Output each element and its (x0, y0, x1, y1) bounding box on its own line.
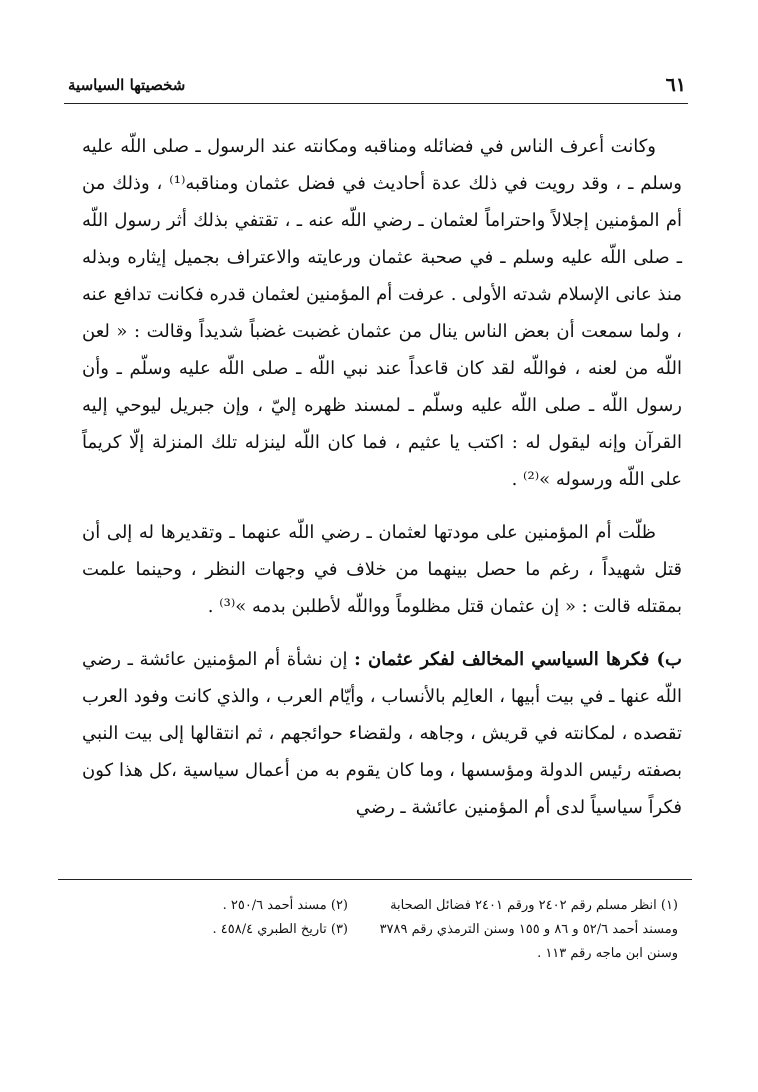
page-header (68, 72, 686, 102)
page-number: ٦١ (665, 74, 686, 96)
paragraph-1: وكانت أعرف الناس في فضائله ومناقبه ومكانته عند الرسول ـ صلى اللّه عليه وسلم ـ ، وقد رويت في ذلك عدة أحاديث في فضل عثمان ومناقبه⁽¹⁾ ، وذلك من أم المؤمنين إجلالاً واحتراماً لعثمان ـ رضي اللّه عنه ـ ، تقتفي بذلك أثر رسول اللّه ـ صلى اللّه عليه وسلم ـ في صحبة عثمان ورعايته والاعتراف بجميل إيثاره وبذله منذ عانى الإسلام شدته الأولى . عرفت أم المؤمنين لعثمان قدره فكانت تدافع عنه ، ولما سمعت أن بعض الناس ينال من عثمان غضبت غضباً شديداً وقالت : « لعن اللّه من لعنه ، فواللّه لقد كان قاعداً عند نبي اللّه ـ صلى اللّه عليه وسلّم ـ وأن رسول اللّه ـ صلى اللّه عليه وسلّم ـ لمسند ظهره إليّ ، وإن جبريل ليوحي إليه القرآن وإنه ليقول له : اكتب يا عثيم ، فما كان اللّه لينزله تلك المنزلة إلّا كريماً على اللّه ورسوله »⁽²⁾ . (82, 136, 682, 490)
footnote-column-left (98, 894, 348, 942)
footnote-rule (58, 879, 692, 880)
footnote-column-right (366, 894, 678, 966)
main-text (82, 128, 682, 826)
running-title: شخصيتها السياسية (68, 76, 186, 94)
footnote-1: (١) انظر مسلم رقم ٢٤٠٢ ورقم ٢٤٠١ فضائل الصحابة ومسند أحمد ٥٢/٦ و ٨٦ و ١٥٥ وسنن الترمذي رقم ٣٧٨٩ وسنن ابن ماجه رقم ١١٣ . (379, 898, 678, 961)
paragraph-section-b (82, 641, 682, 826)
footnote-3: (٣) تاريخ الطبري ٤٥٨/٤ . (212, 922, 348, 937)
section-b-heading: ب) فكرها السياسي المخالف لفكر عثمان : (354, 649, 682, 670)
footnote-2: (٢) مسند أحمد ٢٥٠/٦ . (222, 898, 348, 913)
section-b-text: إن نشأة أم المؤمنين عائشة ـ رضي اللّه عنها ـ في بيت أبيها ، العالِم بالأنساب ، وأيّام العرب ، والذي كانت وفود العرب تقصده ، لمكانته في قريش ، وجاهه ، ولقضاء حوائجهم ، ثم انتقالها إلى بيت النبي بصفته رئيس الدولة ومؤسسها ، وما كان يقوم به من أعمال سياسية ،كل هذا كون فكراً سياسياً لدى أم المؤمنين عائشة ـ رضي (82, 649, 682, 818)
paragraph-2: ظلّت أم المؤمنين على مودتها لعثمان ـ رضي اللّه عنهما ـ وتقديرها له إلى أن قتل شهيداً ، رغم ما حصل بينهما من خلاف في وجهات النظر ، وحينما علمت بمقتله قالت : « إن عثمان قتل مظلوماً وواللّه لأطلبن بدمه »⁽³⁾ . (82, 522, 683, 617)
header-rule (64, 103, 688, 104)
